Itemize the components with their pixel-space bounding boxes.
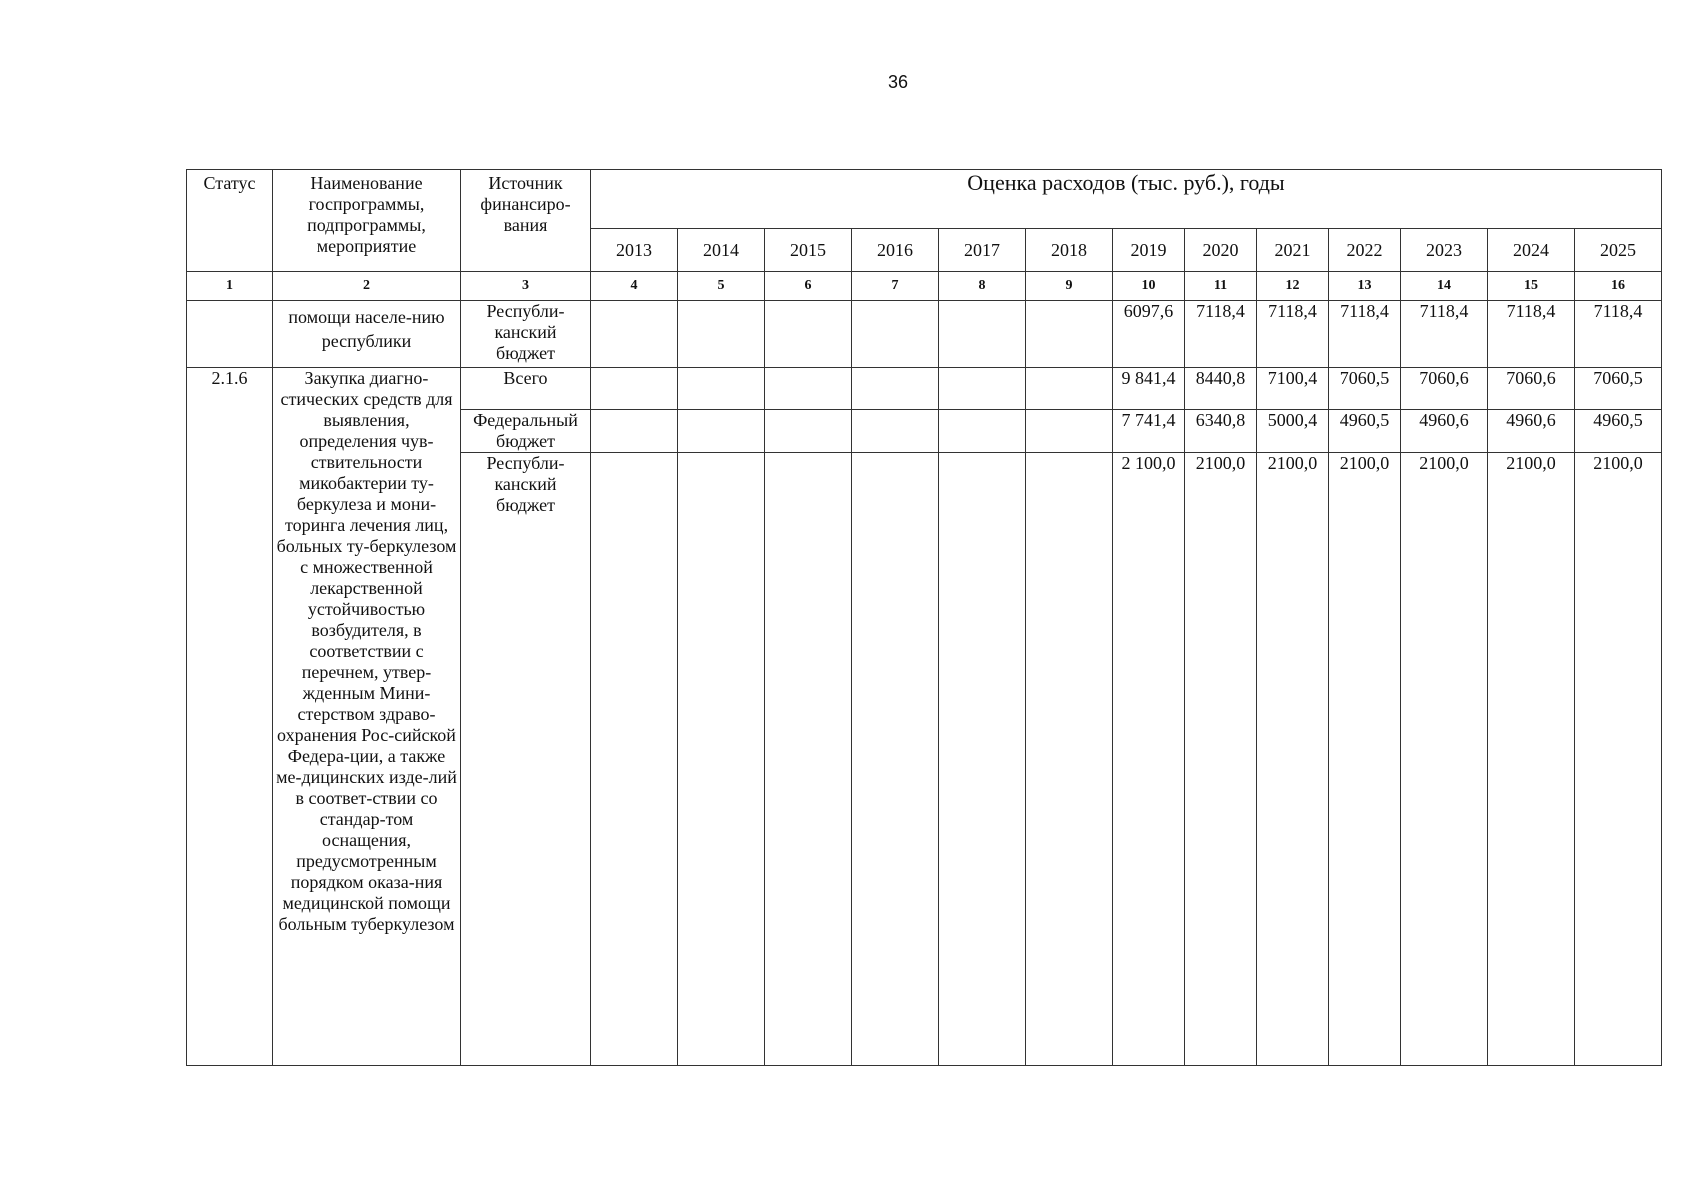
value-cell <box>939 453 1026 1066</box>
source-cell: Всего <box>461 368 591 410</box>
value-cell: 7118,4 <box>1401 301 1488 368</box>
header-year: 2024 <box>1488 229 1575 272</box>
column-number: 1 <box>187 272 273 301</box>
value-cell: 7118,4 <box>1329 301 1401 368</box>
value-cell: 2100,0 <box>1329 453 1401 1066</box>
column-number: 6 <box>765 272 852 301</box>
value-cell: 7118,4 <box>1575 301 1662 368</box>
value-cell <box>939 410 1026 453</box>
header-year: 2017 <box>939 229 1026 272</box>
column-number: 15 <box>1488 272 1575 301</box>
source-cell: Федеральный бюджет <box>461 410 591 453</box>
value-cell: 4960,5 <box>1575 410 1662 453</box>
value-cell <box>852 368 939 410</box>
column-number: 11 <box>1185 272 1257 301</box>
header-estimate: Оценка расходов (тыс. руб.), годы <box>591 170 1662 229</box>
value-cell <box>1026 301 1113 368</box>
table-row <box>187 368 1662 410</box>
value-cell <box>1026 368 1113 410</box>
value-cell: 4960,6 <box>1401 410 1488 453</box>
value-cell: 4960,6 <box>1488 410 1575 453</box>
header-year: 2013 <box>591 229 678 272</box>
value-cell: 6097,6 <box>1113 301 1185 368</box>
header-source: Источник финансиро-вания <box>461 170 591 272</box>
value-cell <box>591 410 678 453</box>
value-cell <box>765 453 852 1066</box>
column-number: 16 <box>1575 272 1662 301</box>
column-number: 10 <box>1113 272 1185 301</box>
header-name: Наименование госпрограммы, подпрограммы, мероприятие <box>273 170 461 272</box>
column-number: 7 <box>852 272 939 301</box>
status-cell: 2.1.6 <box>187 368 273 1066</box>
value-cell <box>852 453 939 1066</box>
column-number: 2 <box>273 272 461 301</box>
header-year: 2021 <box>1257 229 1329 272</box>
column-number: 12 <box>1257 272 1329 301</box>
value-cell <box>765 410 852 453</box>
value-cell <box>1026 410 1113 453</box>
budget-table <box>186 169 1662 1066</box>
column-number: 5 <box>678 272 765 301</box>
column-number: 4 <box>591 272 678 301</box>
value-cell: 7060,5 <box>1575 368 1662 410</box>
header-year: 2015 <box>765 229 852 272</box>
value-cell <box>591 368 678 410</box>
value-cell: 2100,0 <box>1488 453 1575 1066</box>
source-cell: Республи-канский бюджет <box>461 453 591 1066</box>
value-cell: 2100,0 <box>1575 453 1662 1066</box>
value-cell: 7 741,4 <box>1113 410 1185 453</box>
value-cell <box>591 301 678 368</box>
value-cell: 7060,6 <box>1401 368 1488 410</box>
value-cell: 7118,4 <box>1488 301 1575 368</box>
header-status: Статус <box>187 170 273 272</box>
value-cell: 7100,4 <box>1257 368 1329 410</box>
value-cell <box>939 301 1026 368</box>
value-cell: 7118,4 <box>1185 301 1257 368</box>
value-cell <box>939 368 1026 410</box>
column-number-row <box>187 272 1662 301</box>
value-cell: 8440,8 <box>1185 368 1257 410</box>
header-year: 2020 <box>1185 229 1257 272</box>
value-cell: 2 100,0 <box>1113 453 1185 1066</box>
header-year: 2022 <box>1329 229 1401 272</box>
value-cell: 6340,8 <box>1185 410 1257 453</box>
value-cell <box>1026 453 1113 1066</box>
header-year: 2023 <box>1401 229 1488 272</box>
column-number: 9 <box>1026 272 1113 301</box>
value-cell: 2100,0 <box>1401 453 1488 1066</box>
value-cell <box>678 368 765 410</box>
header-year: 2019 <box>1113 229 1185 272</box>
value-cell: 2100,0 <box>1257 453 1329 1066</box>
value-cell <box>765 301 852 368</box>
column-number: 14 <box>1401 272 1488 301</box>
value-cell <box>852 410 939 453</box>
value-cell: 5000,4 <box>1257 410 1329 453</box>
header-year: 2016 <box>852 229 939 272</box>
value-cell: 7060,6 <box>1488 368 1575 410</box>
column-number: 13 <box>1329 272 1401 301</box>
value-cell: 9 841,4 <box>1113 368 1185 410</box>
name-cell: помощи населе-нию республики <box>273 301 461 368</box>
value-cell <box>678 453 765 1066</box>
value-cell: 4960,5 <box>1329 410 1401 453</box>
source-cell: Республи-канский бюджет <box>461 301 591 368</box>
page-number: 36 <box>887 72 909 92</box>
value-cell <box>678 410 765 453</box>
value-cell <box>765 368 852 410</box>
value-cell: 7060,5 <box>1329 368 1401 410</box>
status-cell <box>187 301 273 368</box>
name-cell: Закупка диагно-стических средств для выявления, определения чув-ствительности микобактерии ту-беркулеза и мони-торинга лечения лиц, больных ту-беркулезом с множественной лекарственной устойчивостью возбудителя, в соответствии с перечнем, утвер-жденным Мини-стерством здраво-охранения Рос-сийской Федера-ции, а также ме-дицинских изде-лий в соответ-ствии со стандар-том оснащения, предусмотренным порядком оказа-ния медицинской помощи больным туберкулезом <box>273 368 461 1066</box>
header-year: 2025 <box>1575 229 1662 272</box>
value-cell: 2100,0 <box>1185 453 1257 1066</box>
value-cell <box>591 453 678 1066</box>
value-cell <box>678 301 765 368</box>
table-row <box>187 301 1662 368</box>
column-number: 8 <box>939 272 1026 301</box>
value-cell <box>852 301 939 368</box>
column-number: 3 <box>461 272 591 301</box>
header-year: 2014 <box>678 229 765 272</box>
header-year: 2018 <box>1026 229 1113 272</box>
value-cell: 7118,4 <box>1257 301 1329 368</box>
